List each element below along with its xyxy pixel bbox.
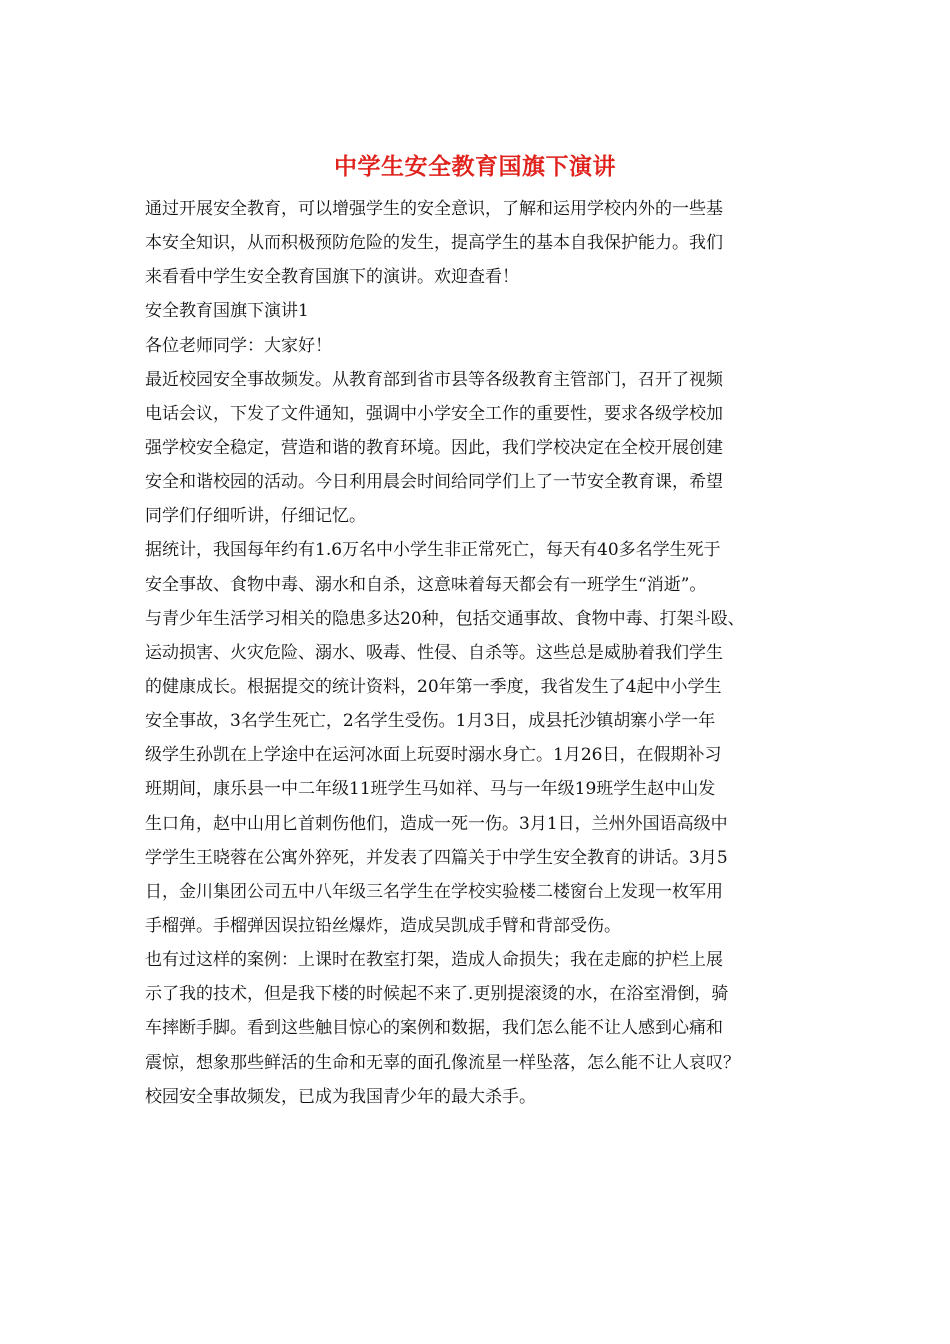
- body-line: 班期间，康乐县一中二年级11班学生马如祥、马与一年级19班学生赵中山发: [145, 779, 716, 800]
- greeting-line: 各位老师同学：大家好！: [145, 335, 332, 356]
- body-line: 震惊，想象那些鲜活的生命和无辜的面孔像流星一样坠落，怎么能不让人哀叹？: [145, 1052, 740, 1073]
- body-line: 电话会议，下发了文件通知，强调中小学安全工作的重要性，要求各级学校加: [145, 403, 723, 424]
- document-title: 中学生安全教育国旗下演讲: [334, 153, 616, 180]
- body-line: 运动损害、火灾危险、溺水、吸毒、性侵、自杀等。这些总是威胁着我们学生: [145, 642, 723, 663]
- body-line: 日，金川集团公司五中八年级三名学生在学校实验楼二楼窗台上发现一枚军用: [145, 881, 723, 902]
- body-line: 示了我的技术，但是我下楼的时候起不来了.更别提滚烫的水，在浴室滑倒，骑: [145, 984, 729, 1005]
- body-line: 校园安全事故频发，已成为我国青少年的最大杀手。: [145, 1086, 536, 1107]
- body-line: 同学们仔细听讲，仔细记忆。: [145, 506, 366, 527]
- body-line: 学学生王晓蓉在公寓外猝死，并发表了四篇关于中学生安全教育的讲话。3月5: [145, 847, 728, 868]
- body-line: 也有过这样的案例：上课时在教室打架，造成人命损失；我在走廊的护栏上展: [145, 950, 723, 971]
- body-line: 据统计，我国每年约有1.6万名中小学生非正常死亡，每天有40多名学生死于: [145, 540, 721, 561]
- body-line: 来看看中学生安全教育国旗下的演讲。欢迎查看！: [145, 267, 519, 288]
- body-line: 安全和谐校园的活动。今日利用晨会时间给同学们上了一节安全教育课，希望: [145, 472, 723, 493]
- body-line: 安全事故，3名学生死亡，2名学生受伤。1月3日，成县托沙镇胡寨小学一年: [145, 711, 716, 732]
- body-line: 安全事故、食物中毒、溺水和自杀，这意味着每天都会有一班学生“消逝”。: [145, 574, 707, 595]
- document-body: [145, 192, 835, 1114]
- body-line: 通过开展安全教育，可以增强学生的安全意识，了解和运用学校内外的一些基: [145, 199, 723, 219]
- body-line: 手榴弹。手榴弹因误拉铅丝爆炸，造成吴凯成手臂和背部受伤。: [145, 915, 621, 936]
- body-line: 级学生孙凯在上学途中在运河冰面上玩耍时溺水身亡。1月26日，在假期补习: [145, 745, 722, 766]
- section-heading: 安全教育国旗下演讲1: [145, 301, 309, 322]
- body-line: 车摔断手脚。看到这些触目惊心的案例和数据，我们怎么能不让人感到心痛和: [145, 1018, 723, 1039]
- body-line: 的健康成长。根据提交的统计资料，20年第一季度，我省发生了4起中小学生: [145, 676, 722, 697]
- body-line: 本安全知识，从而积极预防危险的发生，提高学生的基本自我保护能力。我们: [145, 233, 723, 254]
- body-line: 生口角，赵中山用匕首刺伤他们，造成一死一伤。3月1日，兰州外国语高级中: [145, 813, 728, 834]
- body-line: 与青少年生活学习相关的隐患多达20种，包括交通事故、食物中毒、打架斗殴、: [145, 608, 745, 629]
- body-line: 最近校园安全事故频发。从教育部到省市县等各级教育主管部门，召开了视频: [145, 369, 723, 390]
- body-line: 强学校安全稳定，营造和谐的教育环境。因此，我们学校决定在全校开展创建: [145, 437, 723, 458]
